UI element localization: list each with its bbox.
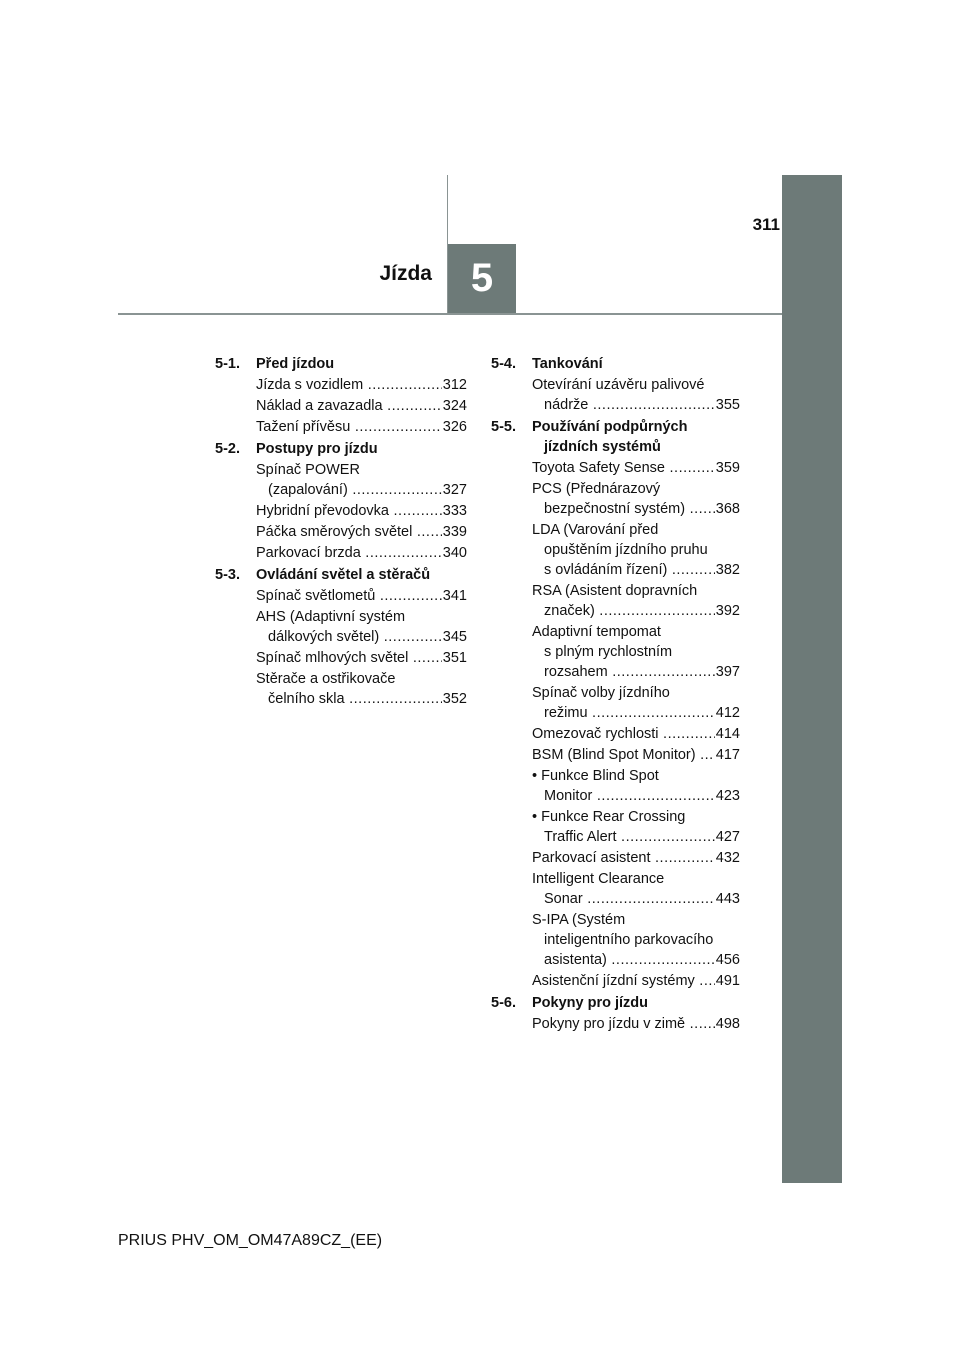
toc-entry-page: 341 [442,588,467,604]
header-divider-horizontal [118,313,782,315]
toc-entry-title [532,869,715,909]
toc-section [491,417,740,991]
toc-entry-title-line: asistenta) ..... [532,950,715,970]
toc-entry-title-line: čelního skla ..... [256,689,442,709]
toc-entry-title-line: Asistenční jízdní systémy ..... [532,971,715,991]
toc-entry-title-line: PCS (Přednárazový [532,481,661,497]
toc-section-heading[interactable] [491,993,740,1013]
toc-entry-page: 327 [442,482,467,498]
toc-entry[interactable] [532,1014,740,1034]
toc-entry-title [256,501,442,521]
toc-section-heading[interactable] [215,439,467,459]
document-footer-code: PRIUS PHV_OM_OM47A89CZ_(EE) [118,1232,383,1249]
toc-section-title-line: Postupy pro jízdu [256,441,378,457]
toc-entry-title-line: Otevírání uzávěru palivové [532,377,705,393]
chapter-number: 5 [470,256,494,300]
toc-entry-page: 427 [715,829,740,845]
toc-entry-title [256,543,442,563]
toc-entry-title-line: BSM (Blind Spot Monitor) ..... [532,745,715,765]
toc-section-heading[interactable] [491,354,740,374]
toc-entry-page: 312 [442,377,467,393]
toc-entry-title-line: Hybridní převodovka ..... [256,501,442,521]
toc-entry-title [532,375,715,415]
toc-section-title [532,417,740,457]
toc-section [215,439,467,563]
toc-entry-page: 351 [442,650,467,666]
toc-entry[interactable] [256,501,467,521]
toc-entry-page: 392 [715,603,740,619]
toc-section [215,565,467,709]
toc-section-number: 5-5. [491,419,516,435]
toc-entry-title [532,479,715,519]
toc-entry[interactable] [256,543,467,563]
toc-entry-title-line: Parkovací asistent ..... [532,848,715,868]
toc-entry-title-line: Toyota Safety Sense ..... [532,458,715,478]
toc-entry-title-line: Spínač světlometů ..... [256,586,442,606]
toc-section [215,354,467,437]
toc-entry-title-line: Omezovač rychlosti ..... [532,724,715,744]
toc-entry-title [532,458,715,478]
toc-entry-title [256,607,442,647]
toc-entry-title [256,375,442,395]
toc-entry-title [532,745,715,765]
toc-entry-page: 423 [715,788,740,804]
toc-section-number: 5-3. [215,567,240,583]
toc-entry-page: 382 [715,562,740,578]
toc-entry-page: 491 [715,973,740,989]
toc-entry-page: 397 [715,664,740,680]
toc-entry-title-line: rozsahem ..... [532,662,715,682]
toc-entry-title [256,460,442,500]
toc-entry-page: 432 [715,850,740,866]
toc-entry[interactable] [532,745,740,765]
toc-entry-title-line: dálkových světel) ..... [256,627,442,647]
toc-entry[interactable] [532,807,740,847]
toc-entry-page: 359 [715,460,740,476]
page-number: 311 [752,215,780,234]
toc-entry-title-line: Spínač volby jízdního [532,685,670,701]
toc-entry-title-line: s plným rychlostním [544,644,673,660]
toc-entry-title-line: • Funkce Blind Spot [532,768,659,784]
toc-entry[interactable] [532,683,740,723]
toc-entry-title [532,971,715,991]
toc-entry-title-line: s ovládáním řízení) ..... [532,560,715,580]
toc-entry-title [532,724,715,744]
toc-entry-page: 340 [442,545,467,561]
toc-entry-title-line: opuštěním jízdního pruhu [544,542,708,558]
toc-entry-page: 456 [715,952,740,968]
toc-section-title-line: jízdních systémů [544,439,661,455]
toc-entry-page: 333 [442,503,467,519]
toc-entry-title-line: režimu ..... [532,703,715,723]
toc-entry-page: 412 [715,705,740,721]
toc-entry-title-line: • Funkce Rear Crossing [532,809,686,825]
toc-entry-title-line: Monitor ..... [532,786,715,806]
toc-column-left [215,354,467,711]
toc-entry-title [532,766,715,806]
toc-entry[interactable] [256,375,467,395]
toc-entry-title [532,1014,715,1034]
chapter-title: Jízda [379,262,432,285]
toc-section-title-line: Pokyny pro jízdu [532,995,649,1011]
toc-entry-title-line: RSA (Asistent dopravních [532,583,698,599]
toc-section-title [256,565,467,585]
toc-entry-title [532,848,715,868]
toc-entry-title-line: Spínač mlhových světel ..... [256,648,442,668]
toc-entry[interactable] [532,520,740,580]
toc-section-number: 5-1. [215,356,240,372]
toc-entry-title-line: Parkovací brzda ..... [256,543,442,563]
toc-entry-title [256,522,442,542]
toc-entry-title-line: Jízda s vozidlem ..... [256,375,442,395]
toc-section-heading[interactable] [491,417,740,457]
toc-entry[interactable] [532,581,740,621]
toc-entry-page: 355 [715,397,740,413]
toc-entry[interactable] [532,458,740,478]
toc-entry-title [532,520,715,580]
toc-entry-page: 417 [715,747,740,763]
toc-entry-title-line: Sonar ..... [532,889,715,909]
toc-entry-title-line: (zapalování) ..... [256,480,442,500]
toc-entry[interactable] [532,724,740,744]
chapter-side-tab [782,175,842,1183]
toc-entry-page: 324 [442,398,467,414]
toc-section-number: 5-6. [491,995,516,1011]
toc-entry[interactable] [532,479,740,519]
toc-entry-title [532,910,715,970]
toc-section-title [256,354,467,374]
toc-entry-title-line: Pokyny pro jízdu v zimě ..... [532,1014,715,1034]
toc-entry-title-line: nádrže ..... [532,395,715,415]
toc-entry-title [256,417,442,437]
toc-entry-page: 414 [715,726,740,742]
toc-entry-title-line: Spínač POWER [256,462,360,478]
toc-entry-page: 339 [442,524,467,540]
toc-entry-page: 326 [442,419,467,435]
toc-entry-title [256,648,442,668]
toc-entry[interactable] [532,869,740,909]
toc-entry[interactable] [256,648,467,668]
toc-entry-page: 368 [715,501,740,517]
toc-entry-title [532,622,715,682]
toc-column-right [491,354,740,1036]
toc-entry[interactable] [532,622,740,682]
toc-entry[interactable] [532,848,740,868]
toc-section [491,354,740,415]
toc-entry-page: 443 [715,891,740,907]
toc-entry[interactable] [532,971,740,991]
toc-entry-title-line: Páčka směrových světel ..... [256,522,442,542]
toc-entry[interactable] [532,910,740,970]
toc-entry[interactable] [532,375,740,415]
chapter-number-box [448,244,516,313]
toc-entry[interactable] [256,669,467,709]
toc-entry[interactable] [256,586,467,606]
toc-entry-title-line: S-IPA (Systém [532,912,626,928]
toc-entry-title-line: Adaptivní tempomat [532,624,661,640]
toc-entry[interactable] [532,766,740,806]
toc-entry-title [256,586,442,606]
toc-section-title [532,993,740,1013]
toc-entry[interactable] [256,460,467,500]
toc-entry-title-line: inteligentního parkovacího [544,932,714,948]
toc-section [491,993,740,1034]
toc-section-title-line: Ovládání světel a stěračů [256,567,431,583]
toc-entry[interactable] [256,396,467,416]
toc-entry[interactable] [256,607,467,647]
toc-section-title-line: Tankování [532,356,603,372]
toc-entry[interactable] [256,522,467,542]
toc-entry-title-line: Intelligent Clearance [532,871,665,887]
toc-entry-title-line: Náklad a zavazadla ..... [256,396,442,416]
toc-section-heading[interactable] [215,354,467,374]
toc-entry-title-line: LDA (Varování před [532,522,659,538]
toc-section-number: 5-4. [491,356,516,372]
toc-entry-title [256,669,442,709]
toc-section-title [256,439,467,459]
toc-entry-title [532,581,715,621]
toc-entry-title [256,396,442,416]
toc-entry-title-line: Stěrače a ostřikovače [256,671,396,687]
toc-entry-page: 498 [715,1016,740,1032]
toc-section-title-line: Používání podpůrných [532,419,688,435]
toc-entry-title [532,683,715,723]
toc-entry-title-line: AHS (Adaptivní systém [256,609,406,625]
toc-entry-page: 345 [442,629,467,645]
toc-entry-title-line: Tažení přívěsu ..... [256,417,442,437]
toc-entry[interactable] [256,417,467,437]
toc-section-title-line: Před jízdou [256,356,335,372]
toc-entry-title-line: Traffic Alert ..... [532,827,715,847]
toc-section-heading[interactable] [215,565,467,585]
toc-entry-title-line: značek) ..... [532,601,715,621]
toc-section-title [532,354,740,374]
toc-entry-title [532,807,715,847]
toc-section-number: 5-2. [215,441,240,457]
toc-entry-title-line: bezpečnostní systém) ..... [532,499,715,519]
toc-entry-page: 352 [442,691,467,707]
